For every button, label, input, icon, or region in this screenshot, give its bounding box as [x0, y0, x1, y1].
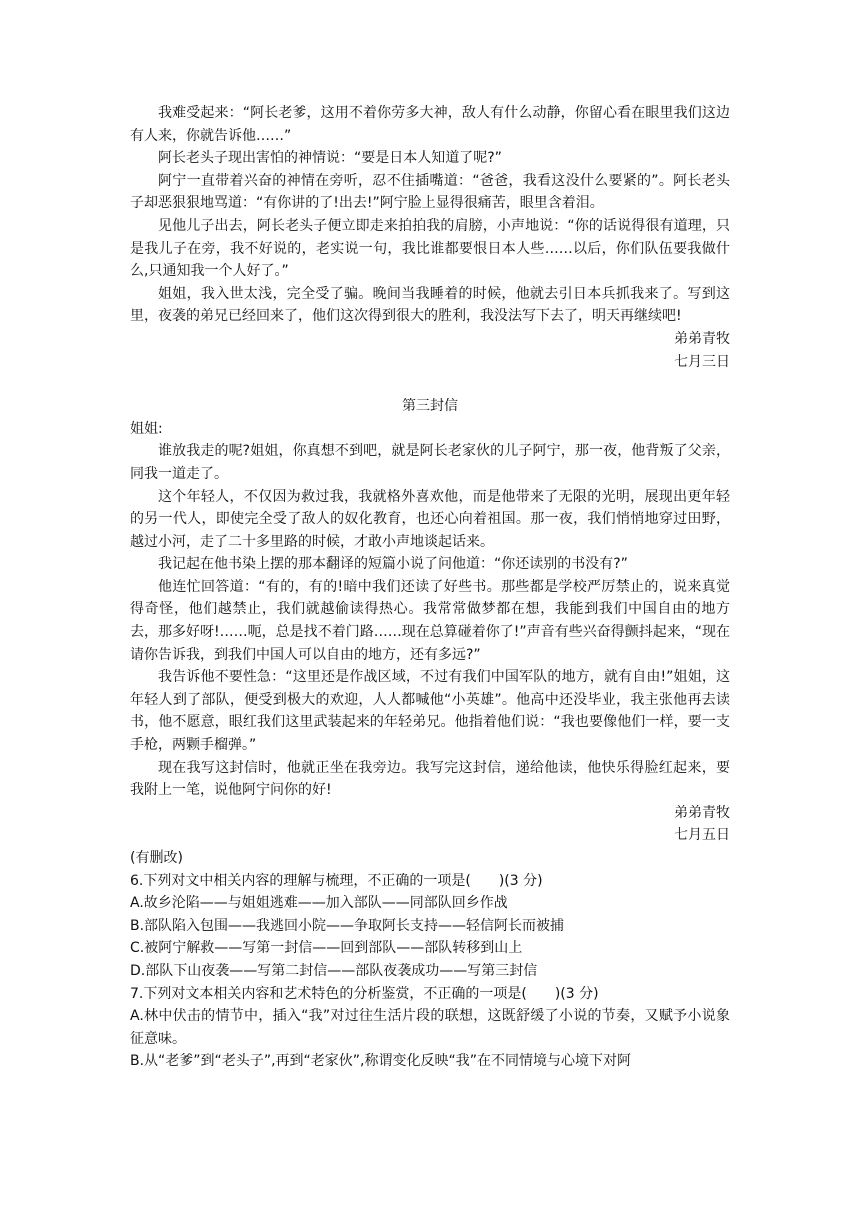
paragraph: 阿宁一直带着兴奋的神情在旁听，忍不住插嘴道：“爸爸，我看这没什么要紧的”。阿长老头子却恶狠狠地骂道：“有你讲的了!出去!”阿宁脸上显得很痛苦，眼里含着泪。 [130, 172, 730, 212]
paragraph: 我记起在他书染上摆的那本翻译的短篇小说了问他道：“你还读别的书没有?” [158, 556, 628, 573]
question-option: B.从“老爹”到“老头子”,再到“老家伙”,称谓变化反映“我”在不同情境与心境下对阿 [130, 1053, 631, 1070]
letter-2-body [130, 102, 730, 373]
question-6 [130, 870, 730, 983]
document-page [130, 102, 730, 1073]
letter-date: 七月五日 [674, 827, 730, 844]
question-stem: 7.下列对文本相关内容和艺术特色的分析鉴赏，不正确的一项是( )(3 分) [130, 985, 599, 1002]
question-option: C.被阿宁解救——写第一封信——回到部队——部队转移到山上 [130, 940, 523, 957]
letter-date: 七月三日 [674, 353, 730, 370]
letter-3 [130, 395, 730, 847]
question-option: A.林中伏击的情节中，插入“我”对过往生活片段的联想，这既舒缓了小说的节奏，又赋予小说象征意味。 [130, 1008, 730, 1047]
paragraph: 现在我写这封信时，他就正坐在我旁边。我写完这封信，递给他读，他快乐得脸红起来，要我附上一笔，说他阿宁问你的好! [130, 759, 730, 799]
letter-signature: 弟弟青牧 [674, 804, 730, 821]
paragraph: 我难受起来：“阿长老爹，这用不着你劳多大神，敌人有什么动静，你留心看在眼里我们这边有人来，你就告诉他……” [130, 105, 730, 144]
question-7 [130, 983, 730, 1073]
paragraph: 我告诉他不要性急：“这里还是作战区域，不过有我们中国军队的地方，就有自由!”姐姐，这年轻人到了部队，便受到极大的欢迎，人人都喊他“小英雄”。他高中还没毕业，我主张他再去读书，他不愿意，眼红我们这里武装起来的年轻弟兄。他指着他们说：“我也要像他们一样，要一支手枪，两颗手榴弹。” [130, 669, 730, 754]
letter-title: 第三封信 [402, 398, 458, 415]
letter-salutation: 姐姐: [130, 420, 163, 437]
paragraph: 这个年轻人，不仅因为救过我，我就格外喜欢他，而是他带来了无限的光明，展现出更年轻的另一代人，即使完全受了敌人的奴化教育，也还心向着祖国。那一夜，我们悄悄地穿过田野，越过小河，走了二十多里路的时候，才敢小声地谈起话来。 [130, 488, 730, 550]
paragraph: 见他儿子出去，阿长老头子便立即走来拍拍我的肩膀，小声地说：“你的话说得很有道理，只是我儿子在旁，我不好说的，老实说一句，我比谁都要恨日本人些……以后，你们队伍要我做什么,只通知我一个人好了。” [130, 217, 730, 280]
paragraph: 姐姐，我入世太浅，完全受了骗。晚间当我睡着的时候，他就去引日本兵抓我来了。写到这里，夜袭的弟兄已经回来了，他们这次得到很大的胜利，我没法写下去了，明天再继续吧! [130, 285, 730, 325]
paragraph: 谁放我走的呢?姐姐，你真想不到吧，就是阿长老家伙的儿子阿宁，那一夜，他背叛了父亲，同我一道走了。 [130, 443, 730, 482]
paragraph: 阿长老头子现出害怕的神情说：“要是日本人知道了呢?” [158, 150, 502, 167]
question-option: B.部队陷入包围——我逃回小院——争取阿长支持——轻信阿长而被捕 [130, 917, 565, 934]
question-option: D.部队下山夜袭——写第二封信——部队夜袭成功——写第三封信 [130, 962, 538, 979]
letter-signature: 弟弟青牧 [674, 330, 730, 347]
question-option: A.故乡沦陷——与姐姐逃难——加入部队——同部队回乡作战 [130, 895, 508, 912]
paragraph: 他连忙回答道：“有的，有的!暗中我们还读了好些书。那些都是学校严厉禁止的，说来真觉得奇怪，他们越禁止，我们就越偷读得热心。我常常做梦都在想，我能到我们中国自由的地方去，那多好呀!……呃，总是找不着门路……现在总算碰着你了!”声音有些兴奋得颤抖起来，“现在请你告诉我，到我们中国人可以自由的地方，还有多远?” [130, 578, 730, 663]
question-stem: 6.下列对文中相关内容的理解与梳理，不正确的一项是( )(3 分) [130, 872, 543, 889]
edit-note: (有删改) [130, 850, 183, 866]
